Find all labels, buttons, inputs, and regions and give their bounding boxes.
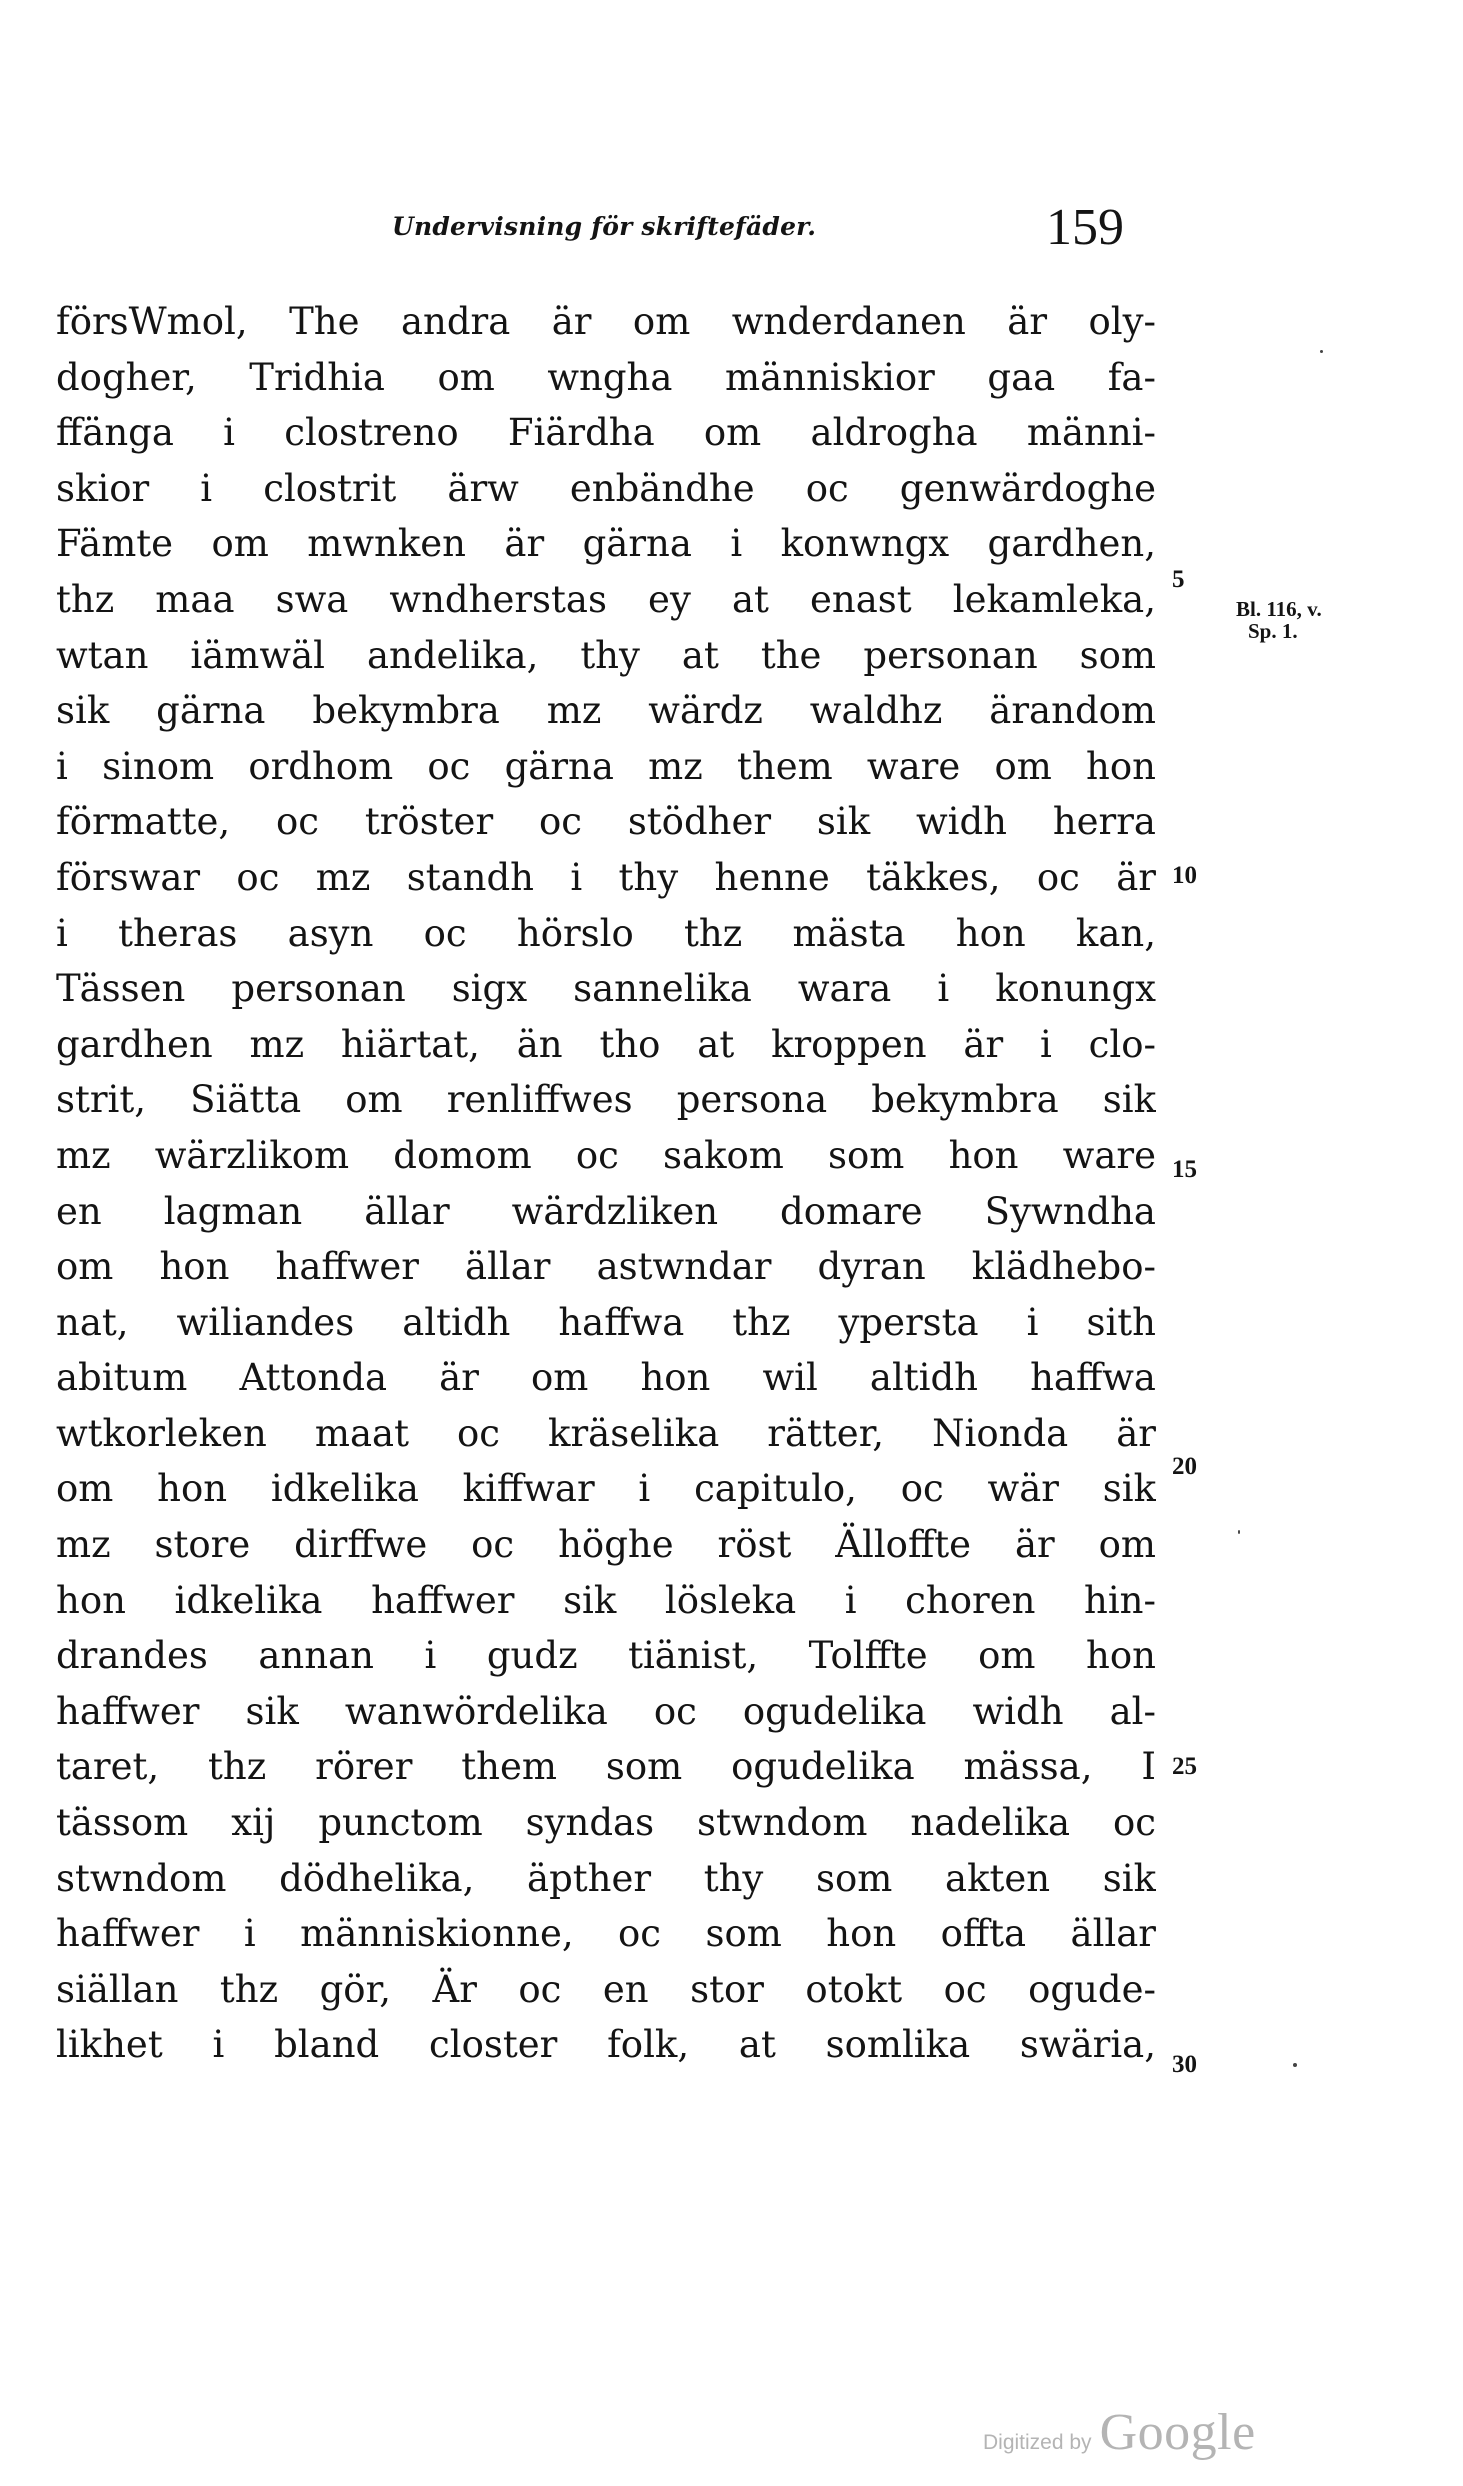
- line-number-10: 10: [1172, 862, 1197, 889]
- text-line: thz maa swa wndherstas ey at enast lekamleka,: [56, 577, 1156, 621]
- text-line: om hon haffwer ällar astwndar dyran klädhebo-: [56, 1245, 1156, 1289]
- text-line: haffwer sik wanwördelika oc ogudelika widh al-: [56, 1689, 1156, 1733]
- running-title: Undervisning för skriftefäder.: [392, 212, 817, 241]
- line-number-15: 15: [1172, 1156, 1197, 1183]
- text-line: skior i clostrit ärw enbändhe oc genwärdoghe: [56, 466, 1156, 510]
- manuscript-column: Sp. 1.: [1248, 619, 1298, 643]
- text-line: siällan thz gör, Är oc en stor otokt oc ogude-: [56, 1967, 1156, 2011]
- text-line: wtkorleken maat oc kräselika rätter, Nionda är: [56, 1411, 1156, 1455]
- text-line: haffwer i människionne, oc som hon offta ällar: [56, 1912, 1156, 1956]
- body-text: [56, 294, 1156, 2073]
- text-line: ffänga i clostreno Fiärdha om aldrogha männi-: [56, 411, 1156, 455]
- text-line: förmatte, oc tröster oc stödher sik widh herra: [56, 800, 1156, 844]
- text-line: tässom xij punctom syndas stwndom nadelika oc: [56, 1801, 1156, 1845]
- page-number: 159: [1046, 199, 1124, 256]
- text-line: hon idkelika haffwer sik lösleka i choren hin-: [56, 1578, 1156, 1622]
- text-line: stwndom dödhelika, äpther thy som akten sik: [56, 1856, 1156, 1900]
- text-line: en lagman ällar wärdzliken domare Sywndha: [56, 1189, 1156, 1233]
- paper-speck: [1238, 1530, 1240, 1534]
- text-line: Tässen personan sigx sannelika wara i konungx: [56, 967, 1156, 1011]
- text-line: taret, thz rörer them som ogudelika mässa, I: [56, 1745, 1156, 1789]
- line-number-5: 5: [1172, 566, 1185, 593]
- text-line: dogher, Tridhia om wngha människior gaa fa-: [56, 355, 1156, 399]
- digitized-by-label: Digitized by: [983, 2431, 1092, 2454]
- text-line: wtan iämwäl andelika, thy at the personan som: [56, 633, 1156, 677]
- text-line: abitum Attonda är om hon wil altidh haffwa: [56, 1356, 1156, 1400]
- line-number-20: 20: [1172, 1453, 1197, 1480]
- manuscript-folio: Bl. 116, v.: [1236, 597, 1322, 621]
- paper-speck: [1320, 350, 1323, 353]
- text-line: om hon idkelika kiffwar i capitulo, oc wär sik: [56, 1467, 1156, 1511]
- line-number-30: 30: [1172, 2051, 1197, 2078]
- line-number-25: 25: [1172, 1753, 1197, 1780]
- text-line: likhet i bland closter folk, at somlika swäria,: [56, 2023, 1156, 2067]
- manuscript-reference: [1236, 598, 1322, 642]
- text-line: försWmol, The andra är om wnderdanen är oly-: [56, 300, 1156, 343]
- google-logo-text: Google: [1099, 2404, 1256, 2461]
- text-line: Fämte om mwnken är gärna i konwngx gardhen,: [56, 522, 1156, 566]
- text-line: sik gärna bekymbra mz wärdz waldhz ärandom: [56, 689, 1156, 733]
- text-line: drandes annan i gudz tiänist, Tolffte om hon: [56, 1634, 1156, 1678]
- text-line: strit, Siätta om renliffwes persona bekymbra sik: [56, 1078, 1156, 1122]
- text-line: i sinom ordhom oc gärna mz them ware om hon: [56, 744, 1156, 788]
- text-line: mz wärzlikom domom oc sakom som hon ware: [56, 1133, 1156, 1177]
- text-line: nat, wiliandes altidh haffwa thz ypersta i sith: [56, 1300, 1156, 1344]
- text-line: gardhen mz hiärtat, än tho at kroppen är i clo-: [56, 1022, 1156, 1066]
- text-line: mz store dirffwe oc höghe röst Älloffte är om: [56, 1523, 1156, 1567]
- text-line: i theras asyn oc hörslo thz mästa hon kan,: [56, 911, 1156, 955]
- paper-speck: [1293, 2063, 1297, 2067]
- text-line: förswar oc mz standh i thy henne täkkes, oc är: [56, 855, 1156, 899]
- digitized-by-google-watermark: [983, 2403, 1256, 2462]
